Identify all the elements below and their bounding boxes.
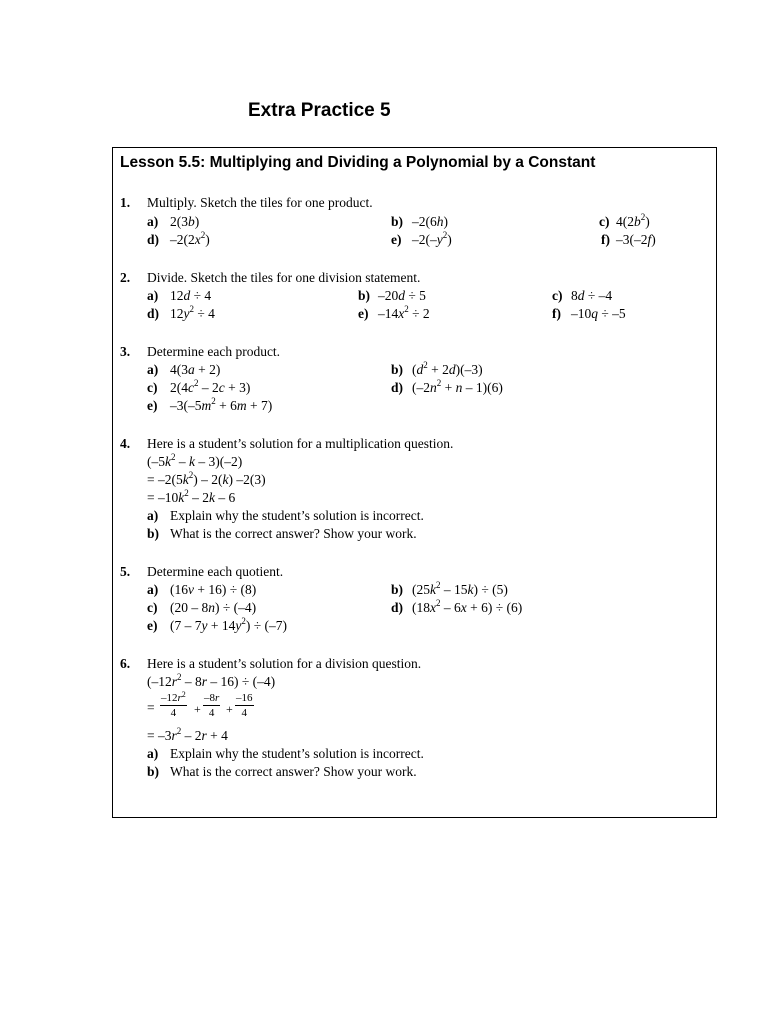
q2-part-d-label: d)	[147, 306, 160, 321]
q3-part-b-label: b)	[391, 362, 404, 377]
q6-fraction-2: $\frac{-8r}{4}$	[204, 692, 220, 719]
q6-work-line-3: = $-3r^2 - 2r + 4$	[147, 726, 228, 743]
q1-part-e-expr: $-2(-y^2)$	[412, 230, 452, 247]
q6-part-a-label: a)	[147, 746, 159, 761]
q1-part-c-label: c)	[599, 214, 610, 229]
q5-part-d-label: d)	[391, 600, 404, 615]
page-title: Extra Practice 5	[248, 100, 391, 121]
q3-part-a-label: a)	[147, 362, 159, 377]
q3-part-e-expr: $-3(-5m^2 + 6m + 7)$	[170, 396, 273, 413]
q6-work-line-1: $(-12r^2 - 8r - 16) \div (-4)$	[147, 672, 276, 689]
q4-part-a-text: Explain why the student’s solution is incorrect.	[170, 508, 424, 523]
q2-part-c-expr: 8d ÷ –4	[571, 288, 613, 303]
q3-part-d-expr: $(-2n^2 + n - 1)(6)$	[412, 378, 503, 395]
q1-part-f-label: f)	[601, 232, 610, 247]
q6-fraction-1: $\frac{-12r^2}{4}$	[161, 690, 186, 719]
q1-part-d-expr: $-2(2x^2)$	[170, 230, 210, 247]
question-4-number: 4.	[120, 436, 131, 451]
q1-part-a-label: a)	[147, 214, 159, 229]
q4-part-b-label: b)	[147, 526, 160, 541]
q2-part-e-expr: $-14x^2 \div 2$	[378, 304, 430, 321]
q2-part-a-label: a)	[147, 288, 159, 303]
q5-part-b-label: b)	[391, 582, 404, 597]
q2-part-b-expr: –20d ÷ 5	[378, 288, 426, 303]
q2-part-f-label: f)	[552, 306, 561, 321]
q4-part-a-label: a)	[147, 508, 159, 523]
q5-part-c-label: c)	[147, 600, 158, 615]
q6-plus-1: +	[194, 702, 201, 716]
question-3-number: 3.	[120, 344, 131, 359]
lesson-title: Lesson 5.5: Multiplying and Dividing a Polynomial by a Constant	[120, 154, 596, 171]
q1-part-b-expr: –2(6h)	[412, 214, 448, 229]
q1-part-e-label: e)	[391, 232, 402, 247]
q4-work-line-3: = $-10k^2 - 2k - 6$	[147, 488, 236, 505]
q5-part-e-expr: $(7 - 7y + 14y^2) \div (-7)$	[170, 616, 288, 633]
q6-plus-2: +	[226, 702, 233, 716]
question-6-prompt: Here is a student’s solution for a division question.	[147, 656, 422, 671]
q1-part-f-expr: –3(–2f)	[616, 232, 656, 247]
q6-fraction-3: $\frac{-16}{4}$	[236, 692, 253, 719]
q6-part-b-text: What is the correct answer? Show your work.	[170, 764, 417, 779]
q6-work-equals: =	[147, 700, 155, 715]
q2-part-b-label: b)	[358, 288, 371, 303]
q5-part-a-label: a)	[147, 582, 159, 597]
question-2-prompt: Divide. Sketch the tiles for one division statement.	[147, 270, 421, 285]
question-5-prompt: Determine each quotient.	[147, 564, 284, 579]
q6-part-a-text: Explain why the student’s solution is incorrect.	[170, 746, 424, 761]
question-4-prompt: Here is a student’s solution for a multiplication question.	[147, 436, 454, 451]
question-2-number: 2.	[120, 270, 131, 285]
q1-part-b-label: b)	[391, 214, 404, 229]
question-3-prompt: Determine each product.	[147, 344, 281, 359]
question-1-number: 1.	[120, 195, 131, 210]
q3-part-e-label: e)	[147, 398, 158, 413]
q4-work-line-1: ($-5k^2$ – k – 3)(–2)	[147, 452, 243, 469]
q3-part-c-expr: $2(4c^2 - 2c + 3)$	[170, 378, 251, 395]
q2-part-a-expr: 12d ÷ 4	[170, 288, 212, 303]
q2-part-c-label: c)	[552, 288, 563, 303]
q6-part-b-label: b)	[147, 764, 160, 779]
q4-part-b-text: What is the correct answer? Show your work.	[170, 526, 417, 541]
q5-part-b-expr: $(25k^2 - 15k) \div (5)$	[412, 580, 508, 597]
q2-part-d-expr: $12y^2 \div 4$	[170, 304, 215, 321]
q2-part-e-label: e)	[358, 306, 369, 321]
question-1-prompt: Multiply. Sketch the tiles for one product.	[147, 195, 373, 210]
q3-part-c-label: c)	[147, 380, 158, 395]
q2-part-f-expr: –10q ÷ –5	[571, 306, 626, 321]
question-5-number: 5.	[120, 564, 131, 579]
q1-part-c-expr: $4(2b^2)$	[616, 212, 650, 229]
q5-part-a-expr: (16v + 16) ÷ (8)	[170, 582, 257, 597]
q5-part-d-expr: $(18x^2 - 6x + 6) \div (6)$	[412, 598, 523, 615]
q1-part-d-label: d)	[147, 232, 160, 247]
q5-part-e-label: e)	[147, 618, 158, 633]
question-6-number: 6.	[120, 656, 131, 671]
q3-part-d-label: d)	[391, 380, 404, 395]
q1-part-a-expr: 2(3b)	[170, 214, 200, 229]
q4-work-line-2: = $-2(5k^2) - 2(k)$ –2(3)	[147, 470, 266, 487]
q3-part-a-expr: 4(3a + 2)	[170, 362, 221, 377]
q5-part-c-expr: (20 – 8n) ÷ (–4)	[170, 600, 257, 615]
q3-part-b-expr: $(d^2 + 2d)(-3)$	[412, 360, 483, 377]
